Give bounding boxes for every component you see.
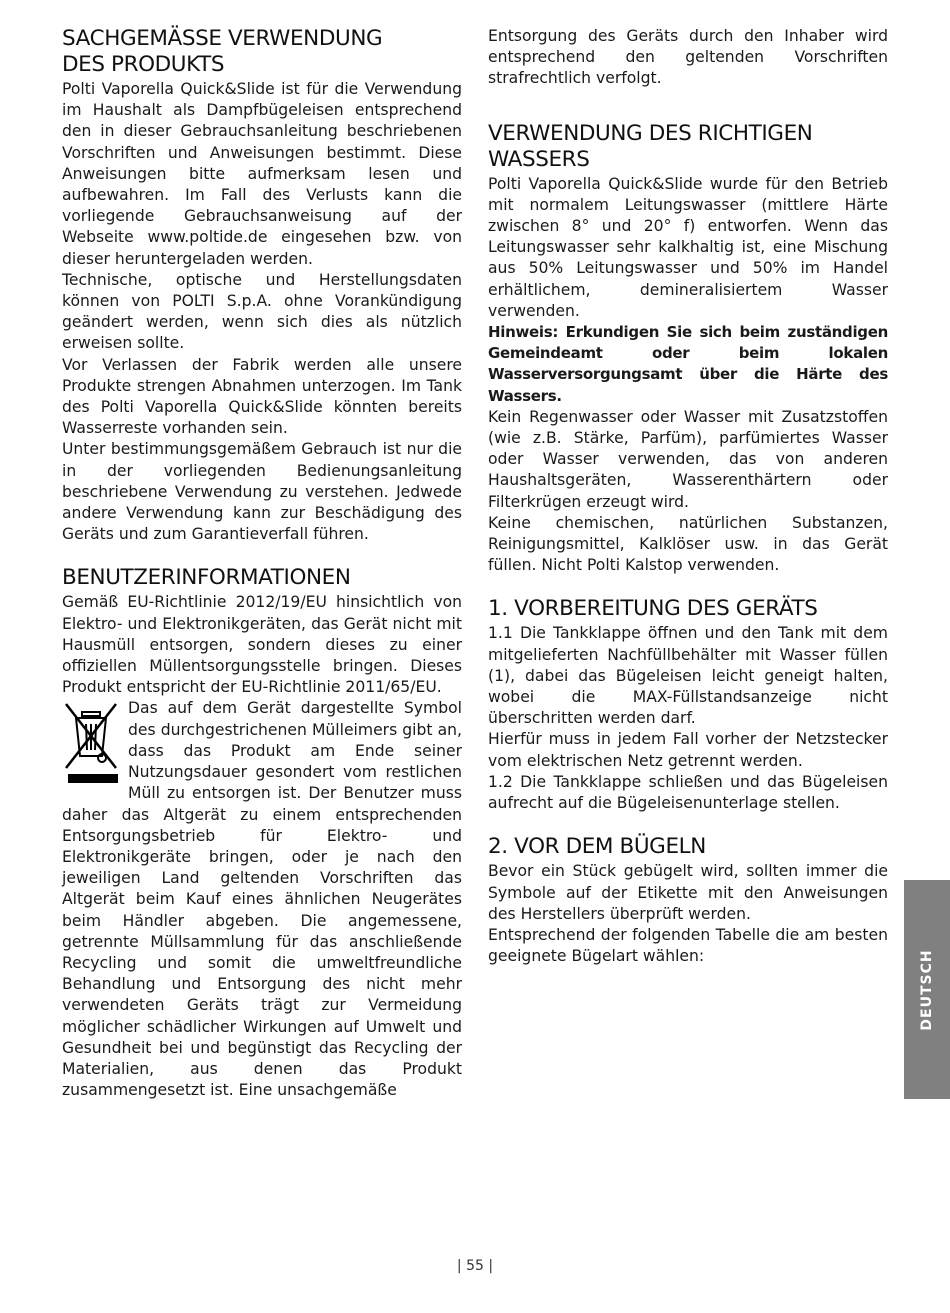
title-line-2: WASSERS (488, 146, 590, 172)
weee-paragraph: Das auf dem Gerät dargestellte Symbol des durchgestrichenen Mülleimers gibt an, dass das Produkt am Ende seiner Nutzungsdauer gesondert vom restlichen Müll zu entsorgen ist. Der Benutzer muss daher das Altgerät zu einem entsprechenden Entsorgungsbetrieb für Elektro- und Elektronikgeräte bringen, oder je nach den jeweiligen Land geltenden Vorschriften das Altgerät beim Kauf eines ähnlichen Neugerätes beim Händler abgeben. Die angemessene, getrennte Müllsammlung für das anschließende Recycling und somit die umweltfreundliche Behandlung und Entsorgung des nicht mehr verwendeten Geräts trägt zur Vermeidung möglicher schädlicher Wirkungen auf Umwelt und Gesundheit bei und begünstigt das Recycling der Materialien, aus denen das Produkt zusammengesetzt ist. Eine unsachgemäße (62, 699, 462, 1100)
right-column (488, 26, 888, 987)
continuation-paragraph: Entsorgung des Geräts durch den Inhaber wird entsprechend den geltenden Vorschriften strafrechtlich verfolgt. (488, 27, 888, 88)
title-line-1: VERWENDUNG DES RICHTIGEN (488, 120, 813, 146)
section-user-info (62, 565, 462, 1101)
before-ironing-paragraph-2: Entsprechend der folgenden Tabelle die am besten geeignete Bügelart wählen: (488, 925, 888, 966)
section-title-usage (62, 26, 462, 78)
section-title-preparation: 1. VORBEREITUNG DES GERÄTS (488, 596, 818, 622)
usage-paragraph-1: Polti Vaporella Quick&Slide ist für die Verwendung im Haushalt als Dampfbügeleisen entsprechend den in dieser Gebrauchsanleitung beschriebenen Vorschriften und Anweisungen bestimmt. Diese Anweisungen bitte aufmerksam lesen und aufbewahren. Im Fall des Verlusts kann die vorliegende Gebrauchsanweisung auf der Webseite www.poltide.de eingesehen bzw. von dieser heruntergeladen werden. (62, 80, 462, 268)
title-line-2: DES PRODUKTS (62, 52, 225, 77)
water-paragraph-2: Kein Regenwasser oder Wasser mit Zusatzstoffen (wie z.B. Stärke, Parfüm), parfümiertes Wasser oder Wasser verwenden, das von anderen Haushaltsgeräten, Wasserenthärtern oder Filterkrügen erzeugt wird. (488, 407, 888, 511)
preparation-paragraph-3: 1.2 Die Tankklappe schließen und das Bügeleisen aufrecht auf die Bügeleisenunterlage stellen. (488, 772, 888, 813)
language-tab-label: DEUTSCH (919, 948, 935, 1031)
usage-paragraph-3: Vor Verlassen der Fabrik werden alle unsere Produkte strengen Abnahmen unterzogen. Im Tank des Polti Vaporella Quick&Slide könnten bereits Wasserreste vorhanden sein. (62, 355, 462, 438)
usage-paragraph-4: Unter bestimmungsgemäßem Gebrauch ist nur die in der vorliegenden Bedienungsanleitung beschriebene Verwendung zu verstehen. Jedwede andere Verwendung kann zur Beschädigung des Geräts und zum Garantieverfall führen. (62, 440, 462, 544)
water-note: Hinweis: Erkundigen Sie sich beim zuständigen Gemeindeamt oder beim lokalen Wasserversorgungsamt über die Härte des Wassers. (488, 323, 888, 405)
section-title-water (488, 121, 888, 173)
user-info-intro: Gemäß EU-Richtlinie 2012/19/EU hinsichtlich von Elektro- und Elektronikgeräten, das Gerät nicht mit Hausmüll entsorgen, sondern dieses zu einer offiziellen Müllentsorgungsstelle bringen. Dieses Produkt entspricht der EU-Richtlinie 2011/65/EU. (62, 593, 462, 697)
section-usage (62, 26, 462, 545)
left-column (62, 26, 462, 1121)
weee-block (62, 698, 462, 1101)
page-number: | 55 | (456, 1258, 494, 1274)
preparation-paragraph-1: 1.1 Die Tankklappe öffnen und den Tank mit dem mitgelieferten Nachfüllbehälter mit Wasser füllen (1), dabei das Bügeleisen leicht geneigt halten, wobei die MAX-Füllstandsanzeige nicht überschritten werden darf. (488, 624, 888, 728)
before-ironing-paragraph-1: Bevor ein Stück gebügelt wird, sollten immer die Symbole auf der Etikette mit den Anweisungen des Herstellers überprüft werden. (488, 862, 888, 923)
section-title-user-info: BENUTZERINFORMATIONEN (62, 565, 351, 591)
usage-paragraph-2: Technische, optische und Herstellungsdaten können von POLTI S.p.A. ohne Vorankündigung geändert werden, wenn sich dies als nützlich erweisen sollte. (62, 270, 462, 353)
language-tab (904, 880, 950, 1099)
section-water (488, 121, 888, 577)
water-paragraph-3: Keine chemischen, natürlichen Substanzen, Reinigungsmittel, Kalklöser usw. in das Gerät füllen. Nicht Polti Kalstop verwenden. (488, 513, 888, 575)
section-continuation (488, 26, 888, 90)
section-before-ironing (488, 834, 888, 967)
section-preparation (488, 596, 888, 814)
section-title-before-ironing: 2. VOR DEM BÜGELN (488, 834, 706, 860)
preparation-paragraph-2: Hierfür muss in jedem Fall vorher der Netzstecker vom elektrischen Netz getrennt werden. (488, 730, 888, 770)
crossed-out-wheelie-bin-icon (62, 700, 120, 786)
title-line-1: SACHGEMÄSSE VERWENDUNG (62, 26, 383, 51)
water-paragraph-1: Polti Vaporella Quick&Slide wurde für den Betrieb mit normalem Leitungswasser (mittlere Härte zwischen 8° und 20° f) entworfen. Wenn das Leitungswasser sehr kalkhaltig ist, eine Mischung aus 50% Leitungswasser und 50% im Handel erhältlichem, demineralisiertem Wasser verwenden. (488, 174, 888, 320)
